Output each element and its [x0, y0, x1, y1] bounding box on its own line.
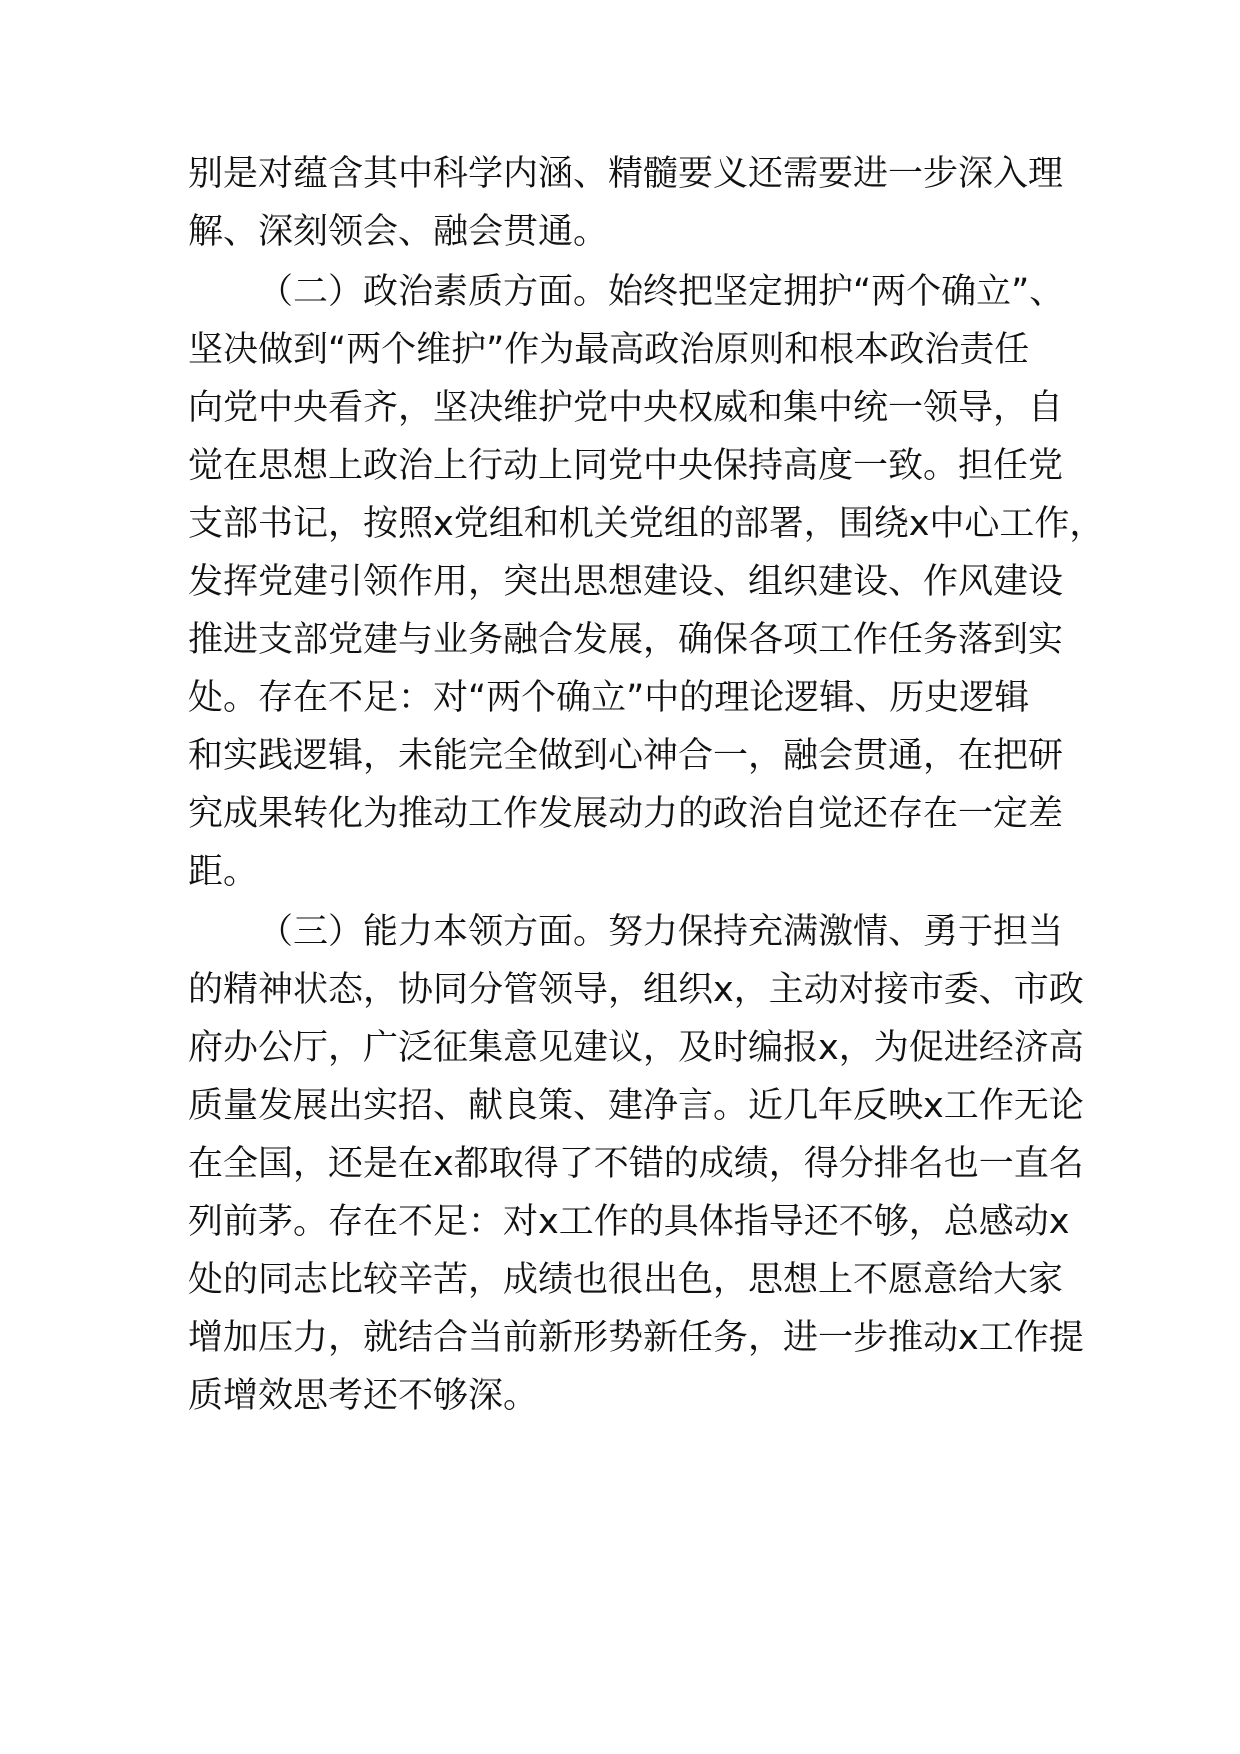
text-line: 发挥党建引领作用，突出思想建设、组织建设、作风建设	[188, 562, 1064, 602]
text-line: 支部书记，按照x党组和机关党组的部署，围绕x中心工作，	[188, 504, 1105, 544]
paragraph-heading-line: （二）政治素质方面。始终把坚定拥护“两个确立”、	[258, 272, 1065, 312]
text-line: 坚决做到“两个维护”作为最高政治原则和根本政治责任	[188, 330, 1030, 370]
text-line: 质增效思考还不够深。	[188, 1376, 539, 1416]
text-line: 在全国，还是在x都取得了不错的成绩，得分排名也一直名	[188, 1144, 1084, 1184]
text-line: 处。存在不足：对“两个确立”中的理论逻辑、历史逻辑	[188, 678, 1030, 718]
text-line: 解、深刻领会、融会贯通。	[188, 212, 609, 252]
paragraph-heading-line: （三）能力本领方面。努力保持充满激情、勇于担当	[258, 912, 1064, 952]
text-line: 究成果转化为推动工作发展动力的政治自觉还存在一定差	[188, 794, 1064, 834]
text-line: 觉在思想上政治上行动上同党中央保持高度一致。担任党	[188, 446, 1064, 486]
text-line: 推进支部党建与业务融合发展，确保各项工作任务落到实	[188, 620, 1064, 660]
text-line: 向党中央看齐，坚决维护党中央权威和集中统一领导，自	[188, 388, 1064, 428]
text-line: 别是对蕴含其中科学内涵、精髓要义还需要进一步深入理	[188, 154, 1064, 194]
text-line: 府办公厅，广泛征集意见建议，及时编报x，为促进经济高	[188, 1028, 1084, 1068]
text-line: 列前茅。存在不足：对x工作的具体指导还不够，总感动x	[188, 1202, 1070, 1242]
text-line: 的精神状态，协同分管领导，组织x，主动对接市委、市政	[188, 970, 1084, 1010]
text-line: 和实践逻辑，未能完全做到心神合一，融会贯通，在把研	[188, 736, 1064, 776]
text-line: 增加压力，就结合当前新形势新任务，进一步推动x工作提	[188, 1318, 1084, 1358]
text-line: 处的同志比较辛苦，成绩也很出色，思想上不愿意给大家	[188, 1260, 1064, 1300]
text-line: 距。	[188, 852, 259, 892]
text-line: 质量发展出实招、献良策、建净言。近几年反映x工作无论	[188, 1086, 1084, 1126]
